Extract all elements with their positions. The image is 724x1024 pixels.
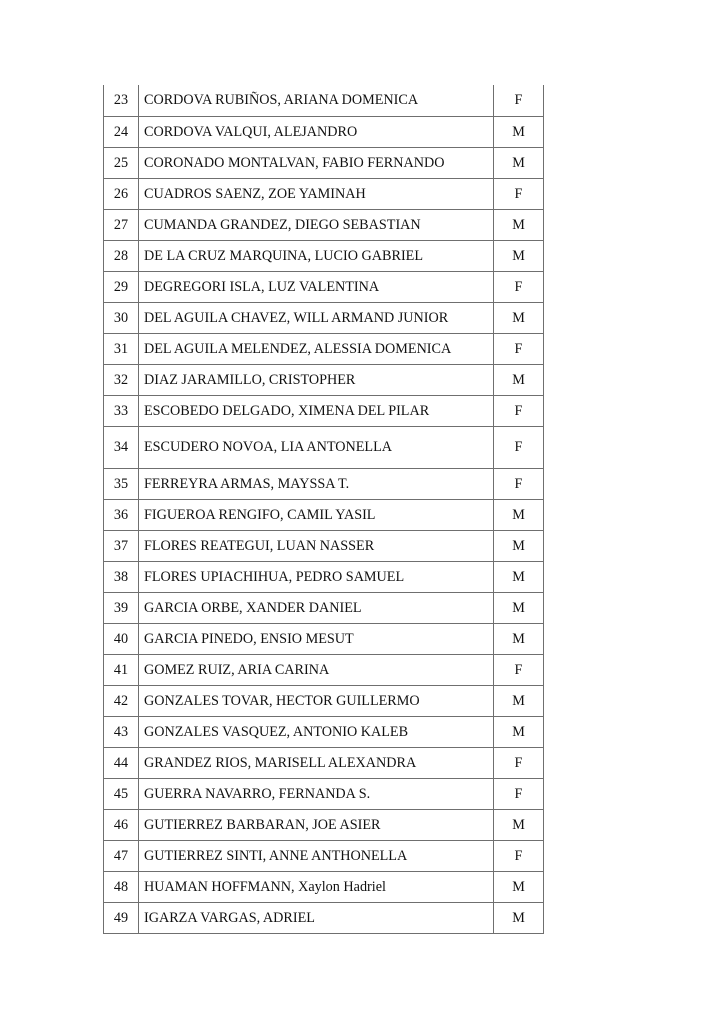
table-row	[104, 841, 544, 872]
student-name: FIGUEROA RENGIFO, CAMIL YASIL	[139, 500, 494, 531]
row-number: 31	[104, 334, 139, 365]
student-sex: F	[494, 841, 544, 872]
student-name: CUMANDA GRANDEZ, DIEGO SEBASTIAN	[139, 210, 494, 241]
table-row	[104, 85, 544, 117]
student-name: FERREYRA ARMAS, MAYSSA T.	[139, 469, 494, 500]
row-number: 24	[104, 117, 139, 148]
student-name: GUERRA NAVARRO, FERNANDA S.	[139, 779, 494, 810]
student-name: GRANDEZ RIOS, MARISELL ALEXANDRA	[139, 748, 494, 779]
table-row	[104, 531, 544, 562]
table-row	[104, 624, 544, 655]
student-name: HUAMAN HOFFMANN, Xaylon Hadriel	[139, 872, 494, 903]
student-sex: M	[494, 810, 544, 841]
table-row	[104, 179, 544, 210]
student-name: GARCIA PINEDO, ENSIO MESUT	[139, 624, 494, 655]
table-row	[104, 241, 544, 272]
row-number: 44	[104, 748, 139, 779]
row-number: 34	[104, 427, 139, 469]
table-row	[104, 593, 544, 624]
row-number: 30	[104, 303, 139, 334]
student-name: DEL AGUILA MELENDEZ, ALESSIA DOMENICA	[139, 334, 494, 365]
student-name: FLORES REATEGUI, LUAN NASSER	[139, 531, 494, 562]
student-sex: F	[494, 396, 544, 427]
row-number: 47	[104, 841, 139, 872]
row-number: 32	[104, 365, 139, 396]
row-number: 48	[104, 872, 139, 903]
table-row	[104, 303, 544, 334]
student-name: GONZALES VASQUEZ, ANTONIO KALEB	[139, 717, 494, 748]
student-name: DE LA CRUZ MARQUINA, LUCIO GABRIEL	[139, 241, 494, 272]
student-name: GUTIERREZ BARBARAN, JOE ASIER	[139, 810, 494, 841]
student-sex: M	[494, 241, 544, 272]
student-name: CUADROS SAENZ, ZOE YAMINAH	[139, 179, 494, 210]
table-row	[104, 469, 544, 500]
student-sex: M	[494, 117, 544, 148]
row-number: 27	[104, 210, 139, 241]
table-row	[104, 117, 544, 148]
student-name: CORONADO MONTALVAN, FABIO FERNANDO	[139, 148, 494, 179]
row-number: 25	[104, 148, 139, 179]
student-roster-table	[103, 85, 544, 934]
student-sex: M	[494, 148, 544, 179]
row-number: 42	[104, 686, 139, 717]
student-name: GONZALES TOVAR, HECTOR GUILLERMO	[139, 686, 494, 717]
student-sex: F	[494, 272, 544, 303]
row-number: 35	[104, 469, 139, 500]
student-name: CORDOVA RUBIÑOS, ARIANA DOMENICA	[139, 85, 494, 117]
student-sex: M	[494, 365, 544, 396]
table-row	[104, 717, 544, 748]
student-sex: F	[494, 469, 544, 500]
student-sex: M	[494, 210, 544, 241]
table-row	[104, 272, 544, 303]
student-name: ESCOBEDO DELGADO, XIMENA DEL PILAR	[139, 396, 494, 427]
student-sex: F	[494, 748, 544, 779]
student-name: GARCIA ORBE, XANDER DANIEL	[139, 593, 494, 624]
student-name: ESCUDERO NOVOA, LIA ANTONELLA	[139, 427, 494, 469]
table-row	[104, 748, 544, 779]
student-sex: F	[494, 779, 544, 810]
table-row	[104, 334, 544, 365]
row-number: 45	[104, 779, 139, 810]
table-row	[104, 779, 544, 810]
student-name: DEGREGORI ISLA, LUZ VALENTINA	[139, 272, 494, 303]
table-row	[104, 427, 544, 469]
table-row	[104, 148, 544, 179]
row-number: 26	[104, 179, 139, 210]
student-name: CORDOVA VALQUI, ALEJANDRO	[139, 117, 494, 148]
table-row	[104, 500, 544, 531]
table-row	[104, 903, 544, 934]
student-sex: F	[494, 179, 544, 210]
student-sex: M	[494, 593, 544, 624]
student-name: FLORES UPIACHIHUA, PEDRO SAMUEL	[139, 562, 494, 593]
row-number: 39	[104, 593, 139, 624]
table-row	[104, 655, 544, 686]
table-row	[104, 210, 544, 241]
row-number: 41	[104, 655, 139, 686]
student-sex: M	[494, 562, 544, 593]
student-sex: M	[494, 500, 544, 531]
student-sex: M	[494, 531, 544, 562]
row-number: 29	[104, 272, 139, 303]
row-number: 40	[104, 624, 139, 655]
student-sex: M	[494, 903, 544, 934]
student-sex: M	[494, 686, 544, 717]
student-sex: M	[494, 717, 544, 748]
table-row	[104, 686, 544, 717]
student-sex: F	[494, 85, 544, 117]
roster-body	[104, 85, 544, 934]
table-row	[104, 810, 544, 841]
table-row	[104, 562, 544, 593]
row-number: 49	[104, 903, 139, 934]
student-name: GOMEZ RUIZ, ARIA CARINA	[139, 655, 494, 686]
student-name: IGARZA VARGAS, ADRIEL	[139, 903, 494, 934]
row-number: 36	[104, 500, 139, 531]
student-sex: F	[494, 334, 544, 365]
row-number: 23	[104, 85, 139, 117]
row-number: 38	[104, 562, 139, 593]
row-number: 43	[104, 717, 139, 748]
student-name: GUTIERREZ SINTI, ANNE ANTHONELLA	[139, 841, 494, 872]
table-row	[104, 396, 544, 427]
student-sex: F	[494, 655, 544, 686]
row-number: 46	[104, 810, 139, 841]
student-sex: F	[494, 427, 544, 469]
row-number: 33	[104, 396, 139, 427]
row-number: 28	[104, 241, 139, 272]
student-name: DEL AGUILA CHAVEZ, WILL ARMAND JUNIOR	[139, 303, 494, 334]
student-sex: M	[494, 624, 544, 655]
student-sex: M	[494, 872, 544, 903]
table-row	[104, 365, 544, 396]
student-name: DIAZ JARAMILLO, CRISTOPHER	[139, 365, 494, 396]
table-row	[104, 872, 544, 903]
row-number: 37	[104, 531, 139, 562]
student-sex: M	[494, 303, 544, 334]
